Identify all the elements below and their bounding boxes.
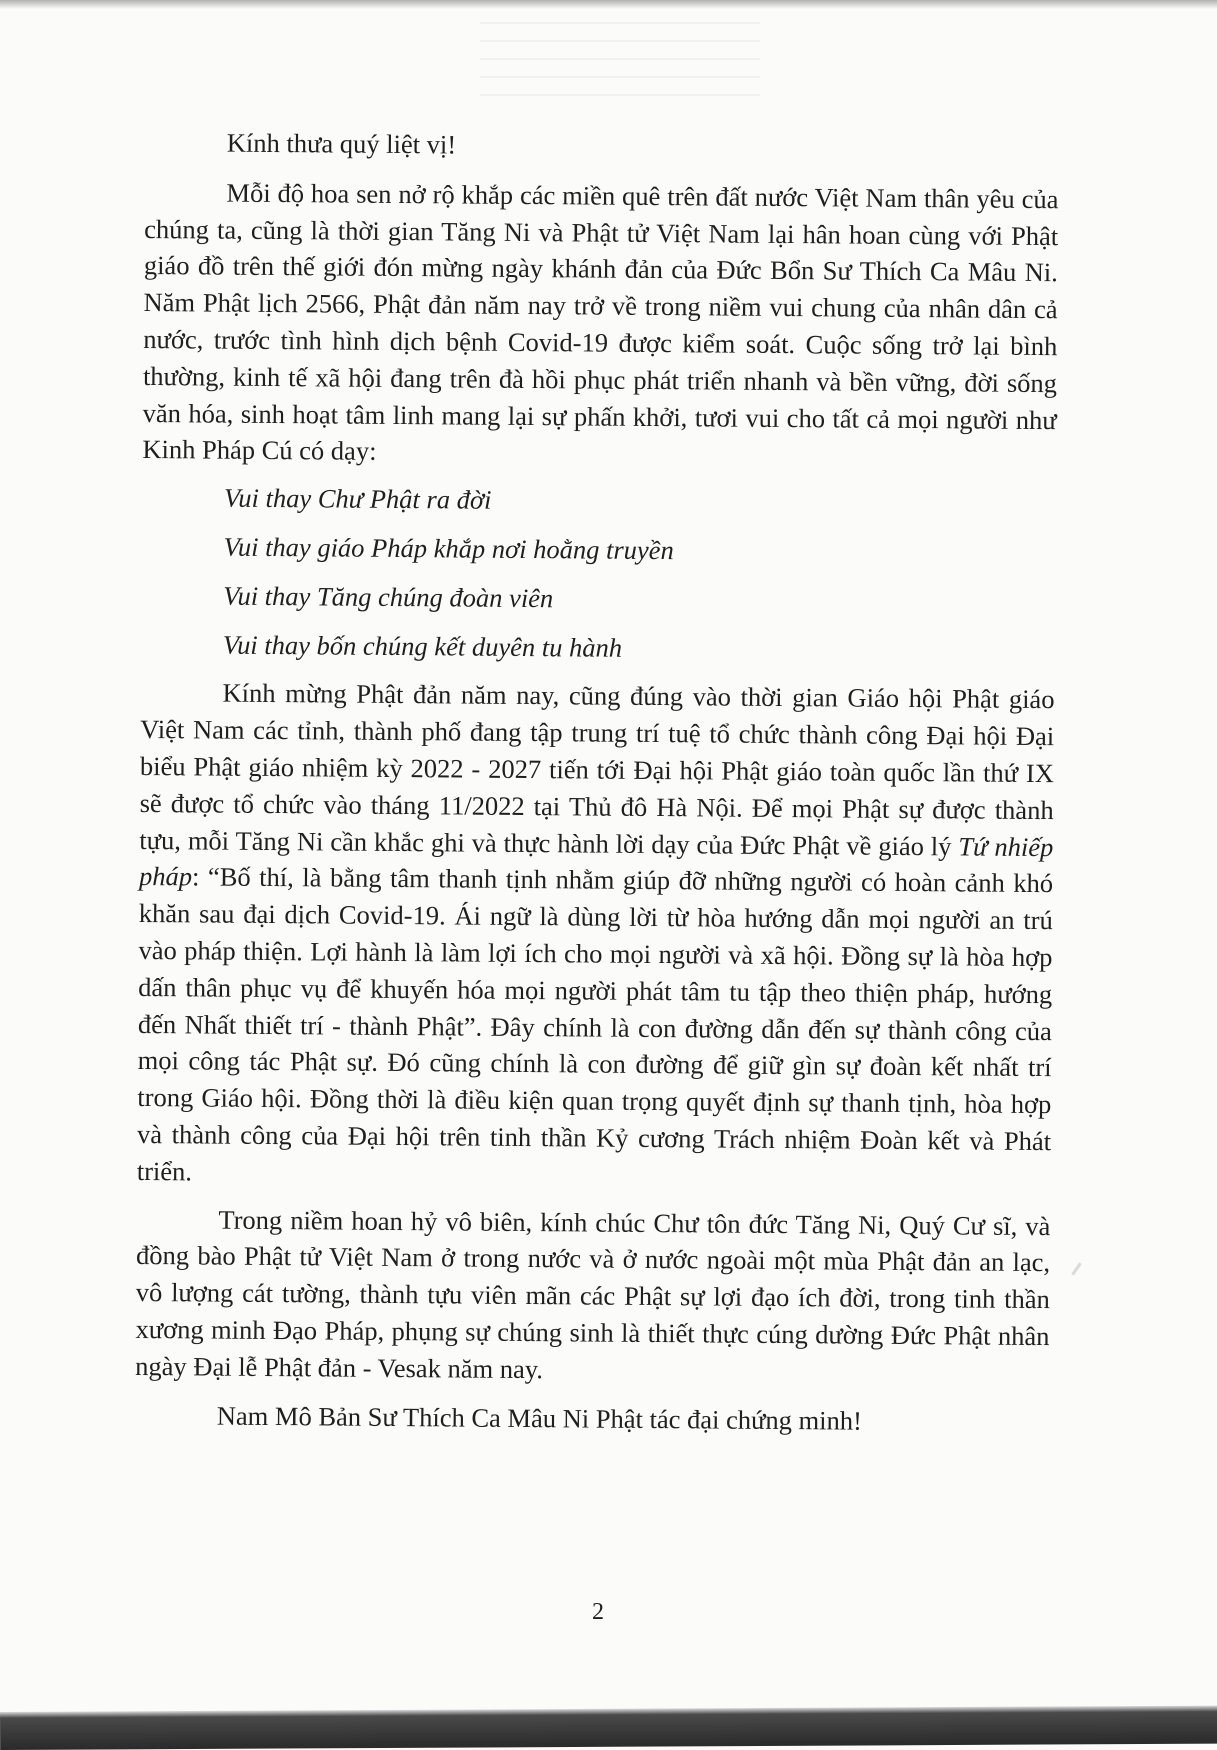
scan-top-edge — [0, 0, 1217, 9]
bleed-through-text — [480, 22, 760, 112]
verse-line-2: Vui thay giáo Pháp khắp nơi hoằng truyền — [223, 531, 674, 566]
paragraph-2-italic-term: Tứ nhiếp pháp — [138, 830, 1054, 892]
letter-body — [135, 124, 1059, 1440]
paragraph-2-part-2: : “Bố thí, là bằng tâm thanh tịnh nhằm giúp đỡ những người có hoàn cảnh khó khăn sau đại dịch Covid-19. Ái ngữ là dùng lời từ hòa hướng dẫn mọi người an trú vào pháp thiện. Lợi hành là làm lợi ích cho mọi người và xã hội. Đồng sự là hòa hợp dấn thân phục vụ để khuyến hóa mọi người phát tâm tu tập theo thiện pháp, hướng đến Nhất thiết trí - thành Phật”. Đây chính là con đường dẫn đến sự thành công của mọi công tác Phật sự. Đó cũng chính là con đường để giữ gìn sự đoàn kết nhất trí trong Giáo hội. Đồng thời là điều kiện quan trọng quyết định sự thanh tịnh, hòa hợp và thành công của Đại hội trên tinh thần Kỷ cương Trách nhiệm Đoàn kết và Phát triển. — [136, 861, 1054, 1187]
closing-line: Nam Mô Bản Sư Thích Ca Mâu Ni Phật tác đại chứng minh! — [216, 1400, 862, 1436]
greeting: Kính thưa quý liệt vị! — [226, 127, 457, 160]
paragraph-1: Mỗi độ hoa sen nở rộ khắp các miền quê trên đất nước Việt Nam thân yêu của chúng ta, cũng là thời gian Tăng Ni và Phật tử Việt Nam lại hân hoan cùng với Phật giáo đồ trên thế giới đón mừng ngày khánh đản của Đức Bổn Sư Thích Ca Mâu Ni. Năm Phật lịch 2566, Phật đản năm nay trở về trong niềm vui chung của nhân dân cả nước, trước tình hình dịch bệnh Covid-19 được kiểm soát. Cuộc sống trở lại bình thường, kinh tế xã hội đang trên đà hồi phục phát triển nhanh và bền vững, đời sống văn hóa, sinh hoạt tâm linh mang lại sự phấn khởi, tươi vui cho tất cả mọi người như Kinh Pháp Cú có dạy: — [142, 177, 1059, 467]
verse-line-4: Vui thay bốn chúng kết duyên tu hành — [222, 629, 623, 663]
page-number: 2 — [592, 1599, 604, 1625]
scan-bottom-edge — [0, 1706, 1217, 1750]
paragraph-2-part-1: Kính mừng Phật đản năm nay, cũng đúng vào thời gian Giáo hội Phật giáo Việt Nam các tỉnh, thành phố đang tập trung trí tuệ tổ chức thành công Đại hội Đại biểu Phật giáo nhiệm kỳ 2022 - 2027 tiến tới Đại hội Phật giáo toàn quốc lần thứ IX sẽ được tổ chức vào tháng 11/2022 tại Thủ đô Hà Nội. Để mọi Phật sự được thành tựu, mỗi Tăng Ni cần khắc ghi và thực hành lời dạy của Đức Phật về giáo lý — [139, 677, 1055, 861]
paragraph-3: Trong niềm hoan hỷ vô biên, kính chúc Chư tôn đức Tăng Ni, Quý Cư sĩ, và đồng bào Phật tử Việt Nam ở trong nước và ở nước ngoài một mùa Phật đản an lạc, vô lượng cát tường, thành tựu viên mãn các Phật sự lợi đạo ích đời, trong tinh thần xương minh Đạo Pháp, phụng sự chúng sinh là thiết thực cúng dường Đức Phật nhân ngày Đại lễ Phật đản - Vesak năm nay. — [135, 1204, 1051, 1384]
verse-line-3: Vui thay Tăng chúng đoàn viên — [223, 580, 554, 613]
scan-speck — [1071, 1262, 1081, 1275]
verse-line-1: Vui thay Chư Phật ra đời — [223, 482, 492, 515]
verse-block — [141, 479, 1056, 669]
paragraph-2 — [137, 674, 1055, 1196]
